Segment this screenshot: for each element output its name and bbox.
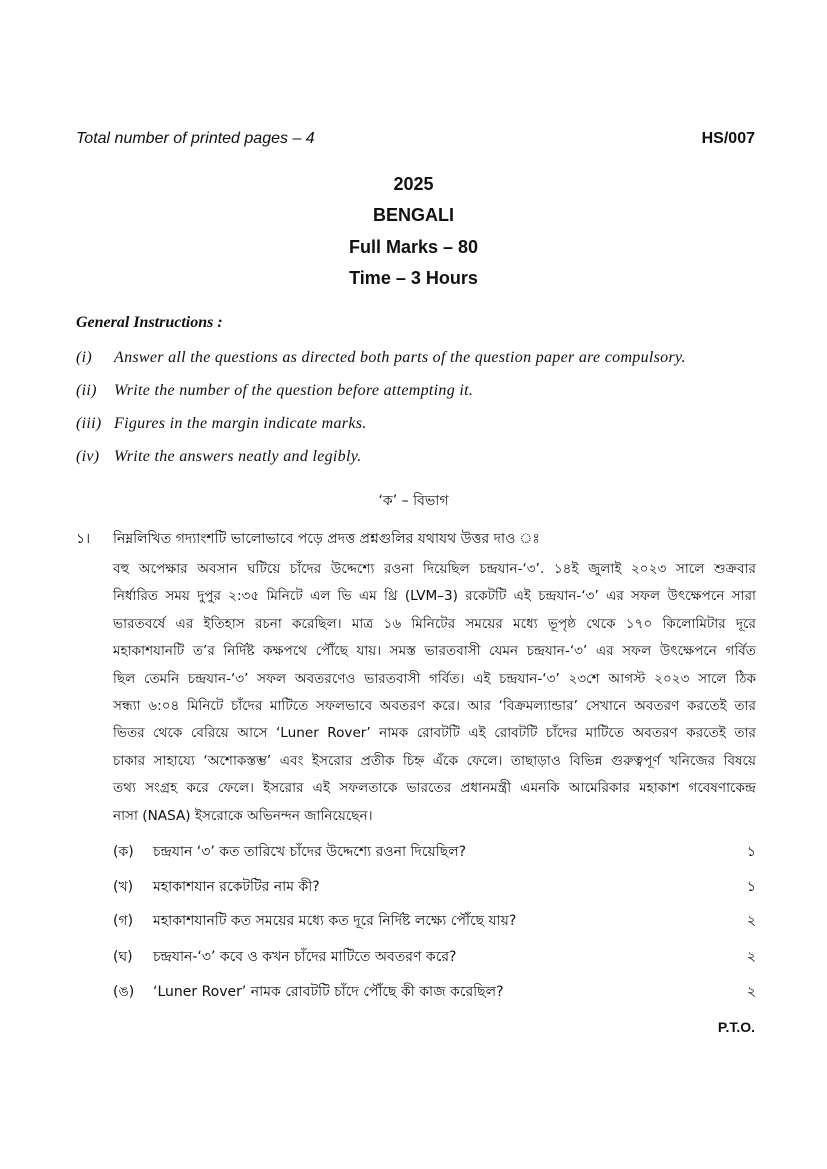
subquestion-label: (ঙ) bbox=[113, 984, 135, 1000]
subquestion-text: ‘Luner Rover’ নামক রোবটটি চাঁদে পৌঁছে কী কাজ করেছিল? bbox=[153, 984, 504, 1000]
instructions-heading: General Instructions : bbox=[76, 314, 223, 331]
instruction-text: Answer all the questions as directed both parts of the question paper are compulsory. bbox=[114, 349, 686, 366]
subject-title: BENGALI bbox=[373, 205, 454, 225]
instruction-number: (iii) bbox=[76, 415, 102, 432]
passage-line: সন্ধ্যা ৬:০৪ মিনিটে চাঁদের মাটিতে সফলভাবে অবতরণ করে। আর ‘বিক্রমল্যান্ডার’ সেখানে অবতরণ করতেই তার bbox=[113, 698, 756, 715]
passage-line: ছিল তেমনি চন্দ্রযান-‘৩’ সফল অবতরণেও ভারতবাসী গর্বিত। এই চন্দ্রযান-‘৩’ ২৩শে আগস্ট ২০২৩ সালে ঠিক bbox=[113, 670, 756, 687]
passage-line: নির্ধারিত সময় দুপুর ২:৩৫ মিনিটে এল ভি এম থ্রি (LVM–3) রকেটটি এই চন্দ্রযান-‘৩’ এর সফল উৎক্ষেপনে সারা bbox=[113, 588, 756, 605]
instruction-text: Figures in the margin indicate marks. bbox=[114, 415, 367, 432]
subquestion-text: মহাকাশযান রকেটটির নাম কী? bbox=[153, 879, 320, 895]
instruction-number: (ii) bbox=[76, 382, 97, 399]
subquestion-label: (খ) bbox=[113, 879, 134, 895]
passage-line: ভারতবর্ষে এর ইতিহাস রচনা করেছিল। মাত্র ১৬ মিনিটের সময়ের মধ্যে ভূপৃষ্ঠ থেকে ১৭০ কিলোমিটার দূরে bbox=[113, 615, 756, 632]
passage-line: মহাকাশযানটি ত’র নির্দিষ্ট কক্ষপথে পৌঁছে যায়। সমস্ত ভারতবাসী যেমন চন্দ্রযান-‘৩’ এর সফল উৎক্ষেপনে গর্বিত bbox=[113, 643, 756, 660]
subquestion-text: চন্দ্রযান-‘৩’ কবে ও কখন চাঁদের মাটিতে অবতরণ করে? bbox=[153, 949, 457, 965]
passage-line: ভিতর থেকে বেরিয়ে আসে ‘Luner Rover’ নামক রোবটটি এই রোবটটি চাঁদের মাটিতে অবতরণ করতেই তার bbox=[113, 725, 756, 742]
paper-code: HS/007 bbox=[701, 130, 755, 147]
instruction-number: (i) bbox=[76, 349, 93, 366]
passage-line: চাকার সাহায্যে ‘অশোকস্তম্ভ’ এবং ইসরোর প্রতীক চিহ্ন এঁকে ফেলে। তাছাড়াও বিভিন্ন গুরুত্বপূর্ণ খনিজের বিষয়ে bbox=[113, 752, 756, 769]
instruction-number: (iv) bbox=[76, 448, 100, 465]
subquestion-marks: ১ bbox=[746, 879, 756, 895]
instruction-text: Write the answers neatly and legibly. bbox=[114, 448, 362, 465]
question-number: ১। bbox=[76, 531, 91, 547]
printed-pages-note: Total number of printed pages – 4 bbox=[76, 130, 315, 147]
subquestion-text: মহাকাশযানটি কত সময়ের মধ্যে কত দূরে নির্দিষ্ট লক্ষ্যে পৌঁছে যায়? bbox=[153, 913, 517, 929]
subquestion-marks: ২ bbox=[746, 949, 756, 965]
passage-line: তথ্য সংগ্রহ করে ফেলে। ইসরোর এই সফলতাকে ভারতের প্রধানমন্ত্রী এমনকি আমেরিকার মহাকাশ গবেষণাকেন্দ্র bbox=[113, 780, 756, 797]
question-text: নিম্নলিখিত গদ্যাংশটি ভালোভাবে পড়ে প্রদত্ত প্রশ্নগুলির যথাযথ উত্তর দাও ঃ bbox=[113, 531, 540, 547]
instruction-text: Write the number of the question before attempting it. bbox=[114, 382, 474, 399]
subquestion-label: (ক) bbox=[113, 844, 134, 860]
subquestion-label: (ঘ) bbox=[113, 949, 133, 965]
please-turn-over: P.T.O. bbox=[717, 1019, 755, 1035]
exam-time: Time – 3 Hours bbox=[349, 268, 478, 288]
passage-line: নাসা (NASA) ইসরোকে অভিনন্দন জানিয়েছেন। bbox=[113, 807, 373, 824]
passage bbox=[113, 556, 756, 830]
exam-year: 2025 bbox=[393, 174, 434, 194]
passage-line: বহু অপেক্ষার অবসান ঘটিয়ে চাঁদের উদ্দেশ্যে রওনা দিয়েছিল চন্দ্রযান-‘৩’. ১৪ই জুলাই ২০২৩ সালে শুক্রবার bbox=[113, 561, 756, 577]
subquestion-text: চন্দ্রযান ‘৩’ কত তারিখে চাঁদের উদ্দেশ্যে রওনা দিয়েছিল? bbox=[153, 844, 467, 860]
subquestion-marks: ১ bbox=[746, 844, 756, 860]
subquestion-marks: ২ bbox=[746, 984, 756, 1000]
subquestion-label: (গ) bbox=[113, 913, 134, 929]
subquestion-marks: ২ bbox=[746, 913, 756, 929]
section-title: ‘ক’ – বিভাগ bbox=[378, 493, 449, 509]
full-marks: Full Marks – 80 bbox=[348, 237, 479, 257]
